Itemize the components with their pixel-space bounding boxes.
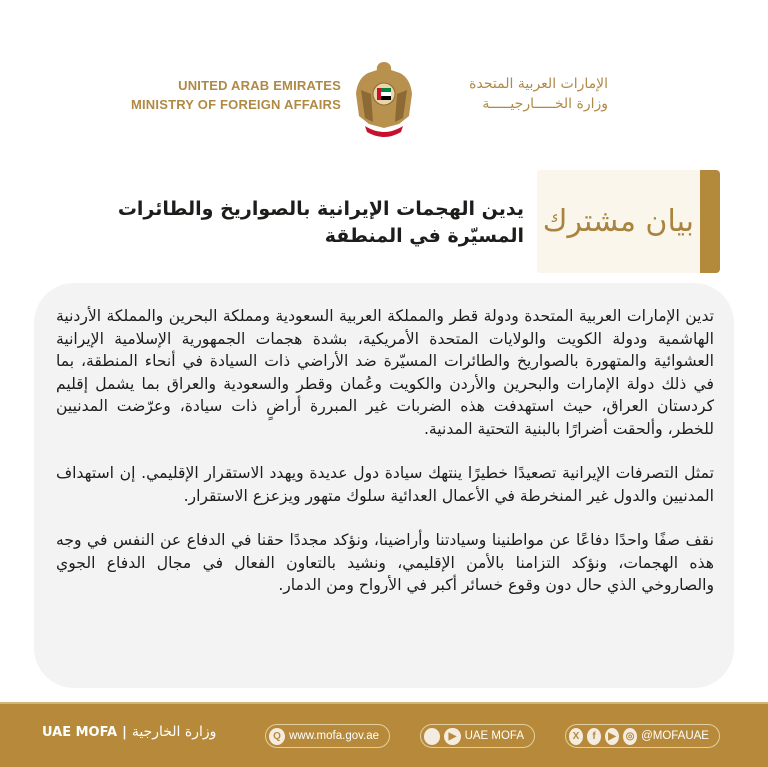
uae-falcon-emblem-icon <box>351 60 417 140</box>
footer-separator: | <box>122 724 127 740</box>
header-english-line2: MINISTRY OF FOREIGN AFFAIRS <box>130 97 341 112</box>
title-label: بيان مشترك <box>542 204 694 239</box>
footer-brand-ar: وزارة الخارجية <box>131 724 217 740</box>
headline: يدين الهجمات الإيرانية بالصواريخ والطائرات المسيّرة في المنطقة <box>117 198 524 247</box>
header-arabic <box>428 74 608 114</box>
paragraph-3: نقف صفًا واحدًا دفاعًا عن مواطنينا وسيادتنا وأراضينا، ونؤكد مجددًا حقنا في الدفاع عن النفس في وجه هذه الهجمات، ونؤكد التزامنا بالأمن الإقليمي، ونشيد بالتعاون الفعال في مجال الدفاع الجوي والصاروخي الذي حال دون وقوع خسائر أكبر في الأرواح ومن الدمار. <box>56 531 714 594</box>
footer-brand <box>42 724 216 740</box>
header-arabic-line2: وزارة الخـــــارجيـــــة <box>482 96 608 112</box>
paragraph-1: تدين الإمارات العربية المتحدة ودولة قطر والمملكة العربية السعودية ومملكة البحرين والمملكة الأردنية الهاشمية ودولة الكويت والولايات المتحدة الأمريكية، بشدة هجمات الجمهورية الإسلامية الإيرانية العشوائية والمتهورة بالصواريخ والطائرات المسيّرة ضد الأراضي ذات السيادة في أنحاء المنطقة، بما في ذلك دولة الإمارات والبحرين والأردن والكويت وعُمان وقطر والسعودية والعراق بما يشمل إقليم كردستان العراق، حيث استهدفت هذه الضربات غير المبررة أراضٍ ذات سيادة، وعرّضت المدنيين للخطر، وألحقت أضرارًا بالبنية التحتية المدنية. <box>56 307 714 438</box>
youtube-icon[interactable]: ▶ <box>605 728 619 745</box>
header-arabic-line1: الإمارات العربية المتحدة <box>469 76 608 92</box>
footer-divider <box>0 702 768 704</box>
header <box>0 60 768 140</box>
instagram-icon[interactable]: ◎ <box>623 728 637 745</box>
footer-brand-en: UAE MOFA <box>42 724 118 740</box>
search-icon: Q <box>269 728 285 745</box>
footer <box>0 702 768 767</box>
title-accent-bar <box>700 170 720 273</box>
app-label: UAE MOFA <box>464 730 524 742</box>
social-links[interactable] <box>565 724 720 748</box>
paragraph-2: تمثل التصرفات الإيرانية تصعيدًا خطيرًا ينتهك سيادة دول عديدة ويهدد الاستقرار الإقليمي. إن استهداف المدنيين والدول غير المنخرطة في الأعمال العدائية سلوك متهور ويزعزع الاستقرار. <box>56 464 714 505</box>
apple-icon <box>424 728 440 745</box>
statement-text <box>56 305 714 619</box>
title-label-box <box>537 170 720 273</box>
social-handle: @MOFAUAE <box>641 730 709 742</box>
statement-card <box>34 283 734 688</box>
header-english-line1: UNITED ARAB EMIRATES <box>178 78 341 93</box>
facebook-icon[interactable]: f <box>587 728 601 745</box>
app-link[interactable] <box>420 724 535 748</box>
website-text: www.mofa.gov.ae <box>289 730 379 742</box>
header-english <box>131 76 341 114</box>
google-play-icon: ▶ <box>444 728 460 745</box>
website-link[interactable] <box>265 724 390 748</box>
x-icon[interactable]: X <box>569 728 583 745</box>
